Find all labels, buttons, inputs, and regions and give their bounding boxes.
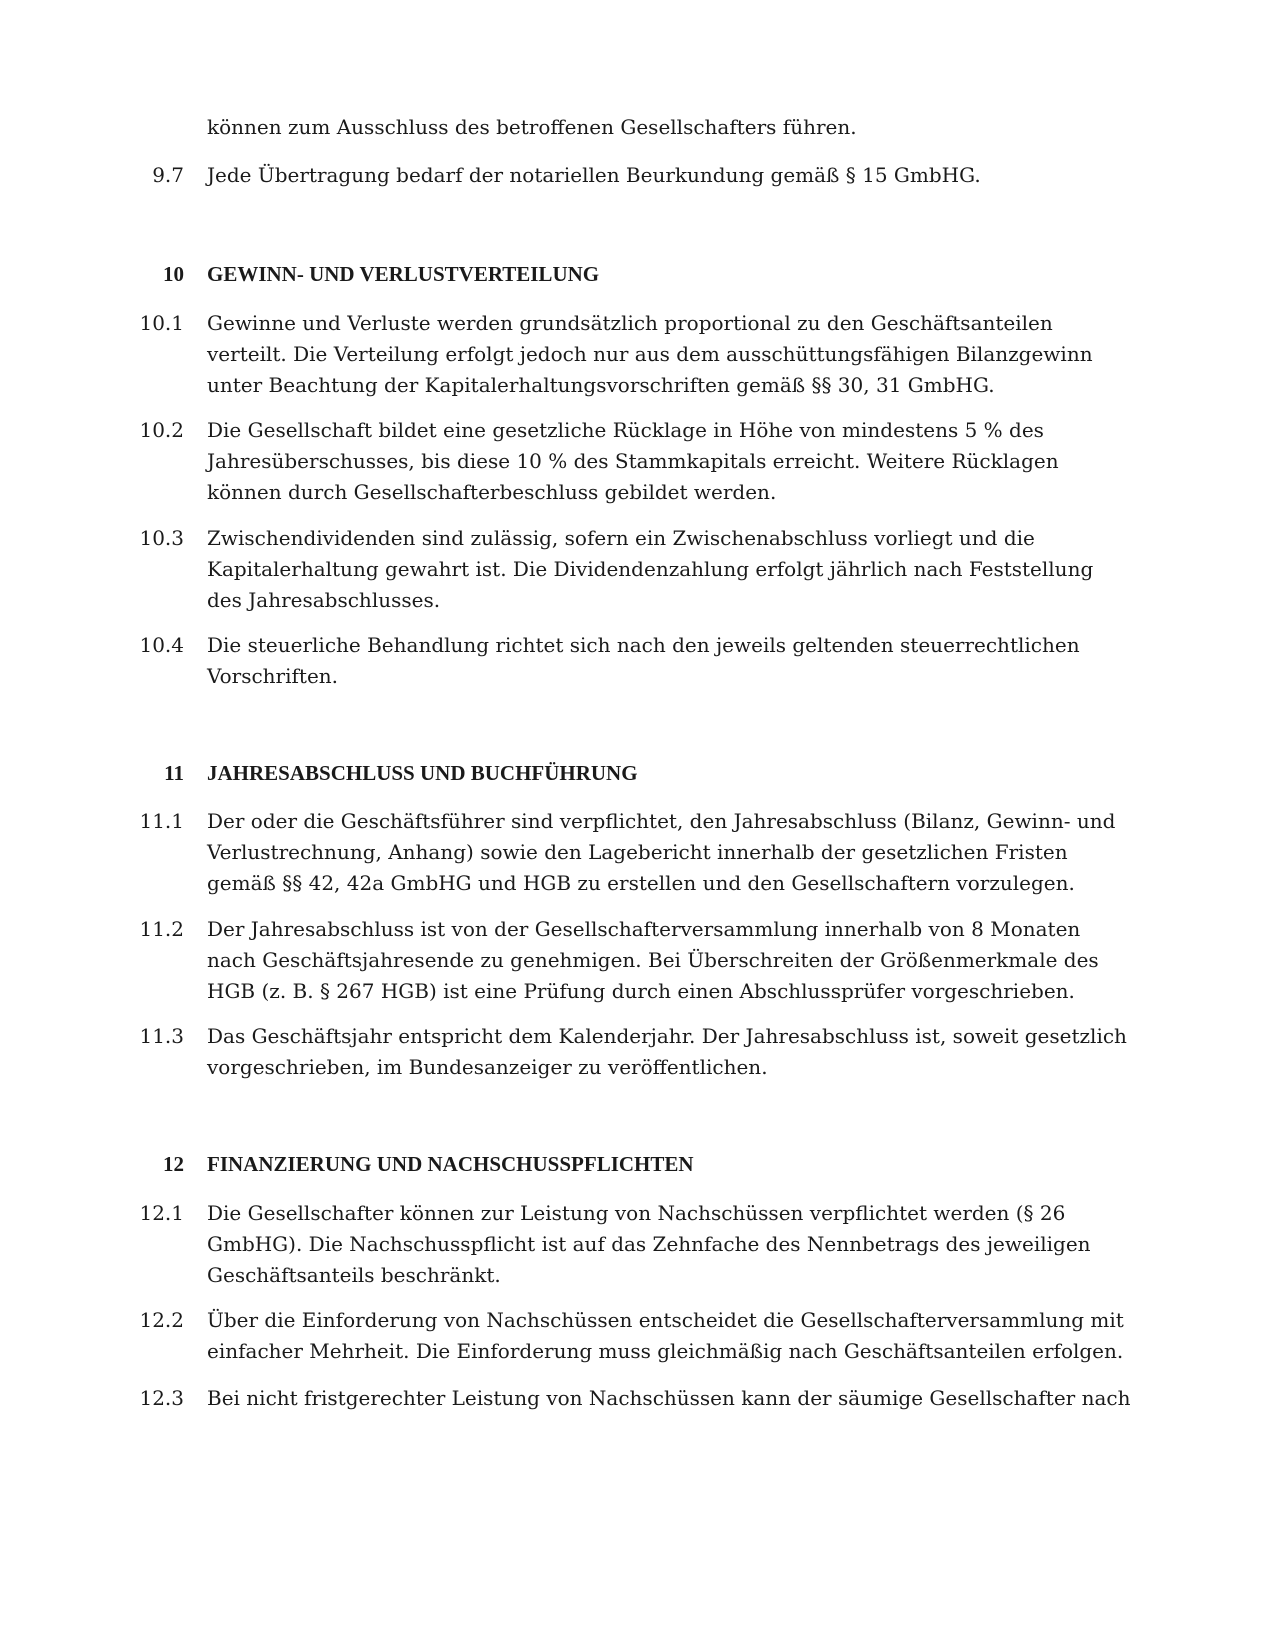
clause-number: 11.2 bbox=[139, 917, 184, 941]
clause-text: Die Gesellschaft bildet eine gesetzliche Rücklage in Höhe von mindestens 5 % des Jahresüberschusses, bis diese 10 % des Stammkapitals erreicht. Weitere Rücklagen können durch Gesellschafterbeschluss gebildet werden. bbox=[207, 418, 1059, 504]
clause-text: Jede Übertragung bedarf der notariellen Beurkundung gemäß § 15 GmbHG. bbox=[207, 163, 981, 187]
clause-text: Die steuerliche Behandlung richtet sich nach den jeweils geltenden steuerrechtlichen Vorschriften. bbox=[207, 633, 1080, 688]
clause-number: 12.2 bbox=[139, 1308, 184, 1332]
clause-number: 9.7 bbox=[152, 163, 184, 187]
clause-text: Das Geschäftsjahr entspricht dem Kalenderjahr. Der Jahresabschluss ist, soweit gesetzlich vorgeschrieben, im Bundesanzeiger zu veröffentlichen. bbox=[207, 1024, 1127, 1079]
clause-number: 10.2 bbox=[139, 418, 184, 442]
clause-number: 11.1 bbox=[139, 809, 184, 833]
section-title: FINANZIERUNG UND NACHSCHUSSPFLICHTEN bbox=[207, 1152, 694, 1176]
section-number: 11 bbox=[164, 761, 184, 785]
clause-text: Gewinne und Verluste werden grundsätzlich proportional zu den Geschäftsanteilen verteilt. Die Verteilung erfolgt jedoch nur aus dem ausschüttungsfähigen Bilanzgewinn unter Beachtung der Kapitalerhaltungsvorschriften gemäß §§ 30, 31 GmbHG. bbox=[207, 311, 1093, 397]
section-number: 10 bbox=[163, 262, 184, 286]
clause-number: 12.3 bbox=[139, 1386, 184, 1410]
paragraph-text: können zum Ausschluss des betroffenen Gesellschafters führen. bbox=[207, 115, 857, 139]
clause-number: 10.4 bbox=[139, 633, 184, 657]
section-title: JAHRESABSCHLUSS UND BUCHFÜHRUNG bbox=[207, 761, 638, 785]
section-title: GEWINN- UND VERLUSTVERTEILUNG bbox=[207, 262, 600, 286]
clause-text: Der Jahresabschluss ist von der Gesellschafterversammlung innerhalb von 8 Monaten nach Geschäftsjahresende zu genehmigen. Bei Überschreiten der Größenmerkmale des HGB (z. B. § 267 HGB) ist eine Prüfung durch einen Abschlussprüfer vorgeschrieben. bbox=[207, 917, 1099, 1003]
clause-text: Zwischendividenden sind zulässig, sofern ein Zwischenabschluss vorliegt und die Kapitalerhaltung gewahrt ist. Die Dividendenzahlung erfolgt jährlich nach Feststellung des Jahresabschlusses. bbox=[207, 526, 1094, 612]
clause-text: Die Gesellschafter können zur Leistung von Nachschüssen verpflichtet werden (§ 26 GmbHG). Die Nachschusspflicht ist auf das Zehnfache des Nennbetrags des jeweiligen Geschäftsanteils beschränkt. bbox=[207, 1201, 1091, 1287]
clause-text: Der oder die Geschäftsführer sind verpflichtet, den Jahresabschluss (Bilanz, Gewinn- und Verlustrechnung, Anhang) sowie den Lagebericht innerhalb der gesetzlichen Fristen gemäß §§ 42, 42a GmbHG und HGB zu erstellen und den Gesellschaftern vorzulegen. bbox=[207, 809, 1116, 895]
clause-number: 10.1 bbox=[139, 311, 184, 335]
clause-text: Bei nicht fristgerechter Leistung von Nachschüssen kann der säumige Gesellschafter nach bbox=[207, 1386, 1131, 1410]
clause-number: 11.3 bbox=[139, 1024, 184, 1048]
section-number: 12 bbox=[163, 1152, 184, 1176]
clause-number: 10.3 bbox=[139, 526, 184, 550]
clause-number: 12.1 bbox=[139, 1201, 184, 1225]
clause-text: Über die Einforderung von Nachschüssen entscheidet die Gesellschafterversammlung mit einfacher Mehrheit. Die Einforderung muss gleichmäßig nach Geschäftsanteilen erfolgen. bbox=[207, 1308, 1124, 1363]
